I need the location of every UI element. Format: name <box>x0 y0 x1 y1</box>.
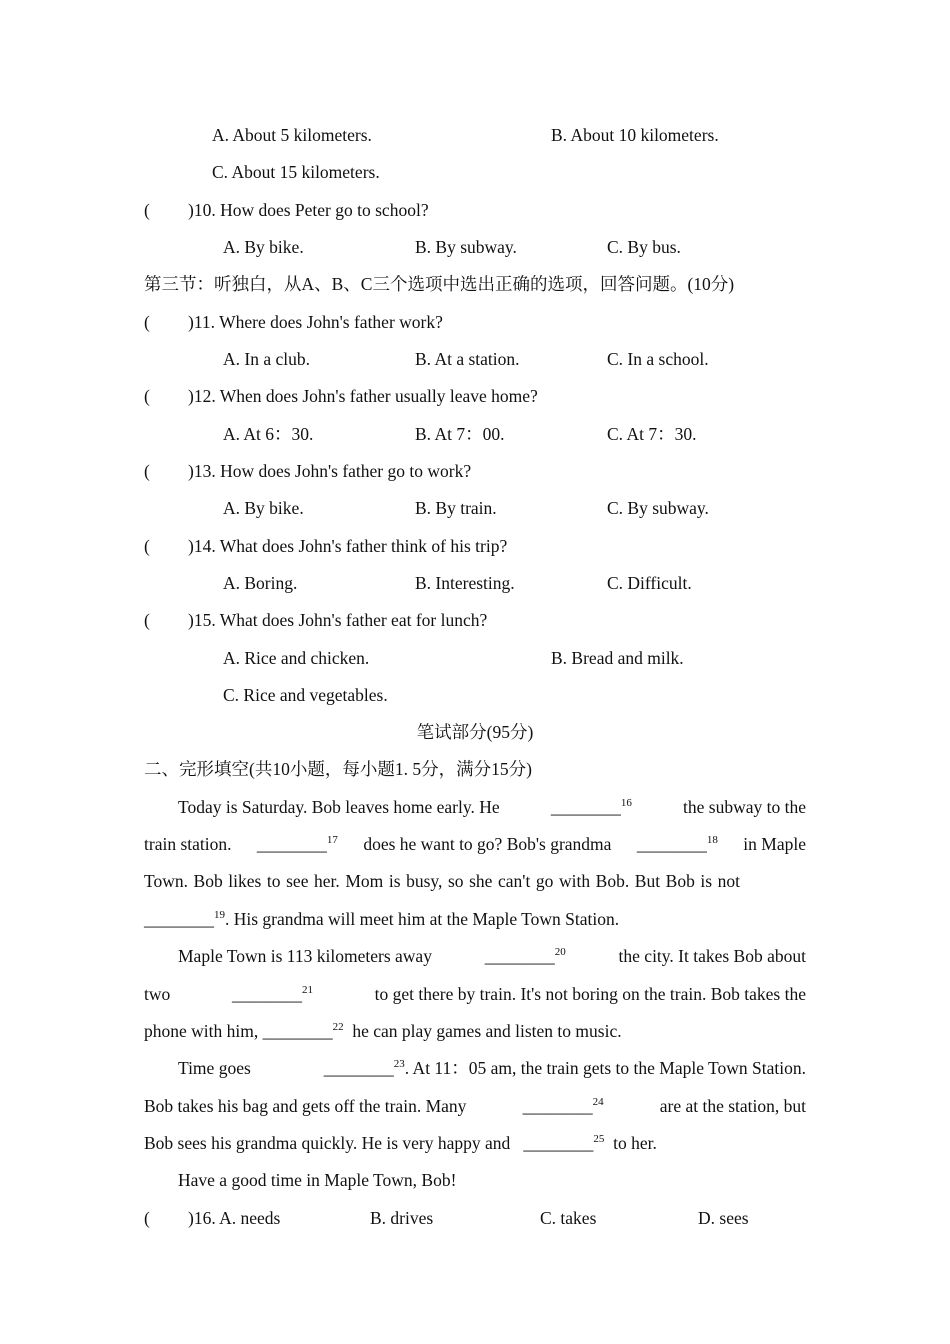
q13-option-b: B. By train. <box>415 498 497 518</box>
blank-19: ________$^{19}$ <box>144 909 225 929</box>
section3-heading: 第三节：听独白，从A、B、C三个选项中选出正确的选项，回答问题。(10分) <box>144 274 735 294</box>
q16-option-b: B. drives <box>370 1208 434 1228</box>
q14-option-c: C. Difficult. <box>607 573 692 593</box>
q16-option-d: D. sees <box>698 1208 749 1228</box>
q15-option-b: B. Bread and milk. <box>551 648 684 668</box>
passage-line: Bob sees his grandma quickly. He is very happy and ________$^{25}$ to her. <box>144 1133 657 1153</box>
passage-line: phone with him, ________$^{22}$ he can play games and listen to music. <box>144 1021 622 1041</box>
q10-option-b: B. By subway. <box>415 237 517 257</box>
passage-line: Town. Bob likes to see her. Mom is busy, so she can't go with Bob. But Bob is not <box>144 871 740 891</box>
blank-16: ________$^{16}$ <box>550 797 632 817</box>
answer-paren: ( <box>144 200 150 220</box>
answer-paren: ( <box>144 461 150 481</box>
passage-line: train station. ________$^{17}$ does he want to go? Bob's grandma ________$^{18}$ in Maple <box>144 834 806 854</box>
blank-25: ________$^{25}$ <box>523 1133 605 1153</box>
passage-line: Have a good time in Maple Town, Bob! <box>178 1170 457 1190</box>
passage-line: Maple Town is 113 kilometers away ________$^{20}$ the city. It takes Bob about <box>178 946 806 966</box>
written-part-title: 笔试部分(95分) <box>416 722 534 742</box>
q11-option-c: C. In a school. <box>607 349 709 369</box>
answer-paren: ( <box>144 1208 150 1228</box>
q10-option-c: C. By bus. <box>607 237 681 257</box>
passage-line: Today is Saturday. Bob leaves home early. He ________$^{16}$ the subway to the <box>178 797 806 817</box>
q12-option-b: B. At 7：00. <box>415 424 505 444</box>
q10-option-a: A. By bike. <box>223 237 304 257</box>
blank-20: ________$^{20}$ <box>484 946 566 966</box>
q15-option-a: A. Rice and chicken. <box>223 648 370 668</box>
blank-18: ________$^{18}$ <box>636 834 718 854</box>
blank-17: ________$^{17}$ <box>256 834 338 854</box>
q16-option-c: C. takes <box>540 1208 597 1228</box>
answer-paren: ( <box>144 312 150 332</box>
q11-option-b: B. At a station. <box>415 349 520 369</box>
passage-line: Bob takes his bag and gets off the train. Many ________$^{24}$ are at the station, but <box>144 1096 806 1116</box>
q9-option-b: B. About 10 kilometers. <box>551 125 719 145</box>
q12-option-c: C. At 7：30. <box>607 424 697 444</box>
passage-line: two ________$^{21}$ to get there by train. It's not boring on the train. Bob takes the <box>144 984 806 1004</box>
passage-line: ________$^{19}$. His grandma will meet him at the Maple Town Station. <box>144 909 620 929</box>
q16-stem: )16. A. needs <box>188 1208 281 1228</box>
q13-stem: )13. How does John's father go to work? <box>188 461 472 481</box>
q14-option-a: A. Boring. <box>223 573 298 593</box>
q13-option-c: C. By subway. <box>607 498 709 518</box>
q13-option-a: A. By bike. <box>223 498 304 518</box>
answer-paren: ( <box>144 536 150 556</box>
answer-paren: ( <box>144 386 150 406</box>
q11-option-a: A. In a club. <box>223 349 310 369</box>
part2-heading: 二、完形填空(共10小题，每小题1. 5分，满分15分) <box>144 759 532 779</box>
blank-21: ________$^{21}$ <box>231 984 313 1004</box>
blank-24: ________$^{24}$ <box>522 1096 604 1116</box>
blank-22: ________$^{22}$ <box>262 1021 344 1041</box>
q14-option-b: B. Interesting. <box>415 573 515 593</box>
q15-option-c: C. Rice and vegetables. <box>223 685 388 705</box>
answer-paren: ( <box>144 610 150 630</box>
q10-stem: )10. How does Peter go to school? <box>188 200 429 220</box>
q9-option-c: C. About 15 kilometers. <box>212 162 380 182</box>
passage-line: Time goes ________$^{23}$. At 11：05 am, the train gets to the Maple Town Station. <box>178 1058 806 1078</box>
q12-stem: )12. When does John's father usually leave home? <box>188 386 538 406</box>
q11-stem: )11. Where does John's father work? <box>188 312 443 332</box>
q9-option-a: A. About 5 kilometers. <box>212 125 372 145</box>
blank-23: ________$^{23}$. At 11：05 am, the train gets to the Maple Town Station. <box>323 1058 806 1078</box>
q15-stem: )15. What does John's father eat for lunch? <box>188 610 488 630</box>
q12-option-a: A. At 6：30. <box>223 424 314 444</box>
q14-stem: )14. What does John's father think of his trip? <box>188 536 508 556</box>
